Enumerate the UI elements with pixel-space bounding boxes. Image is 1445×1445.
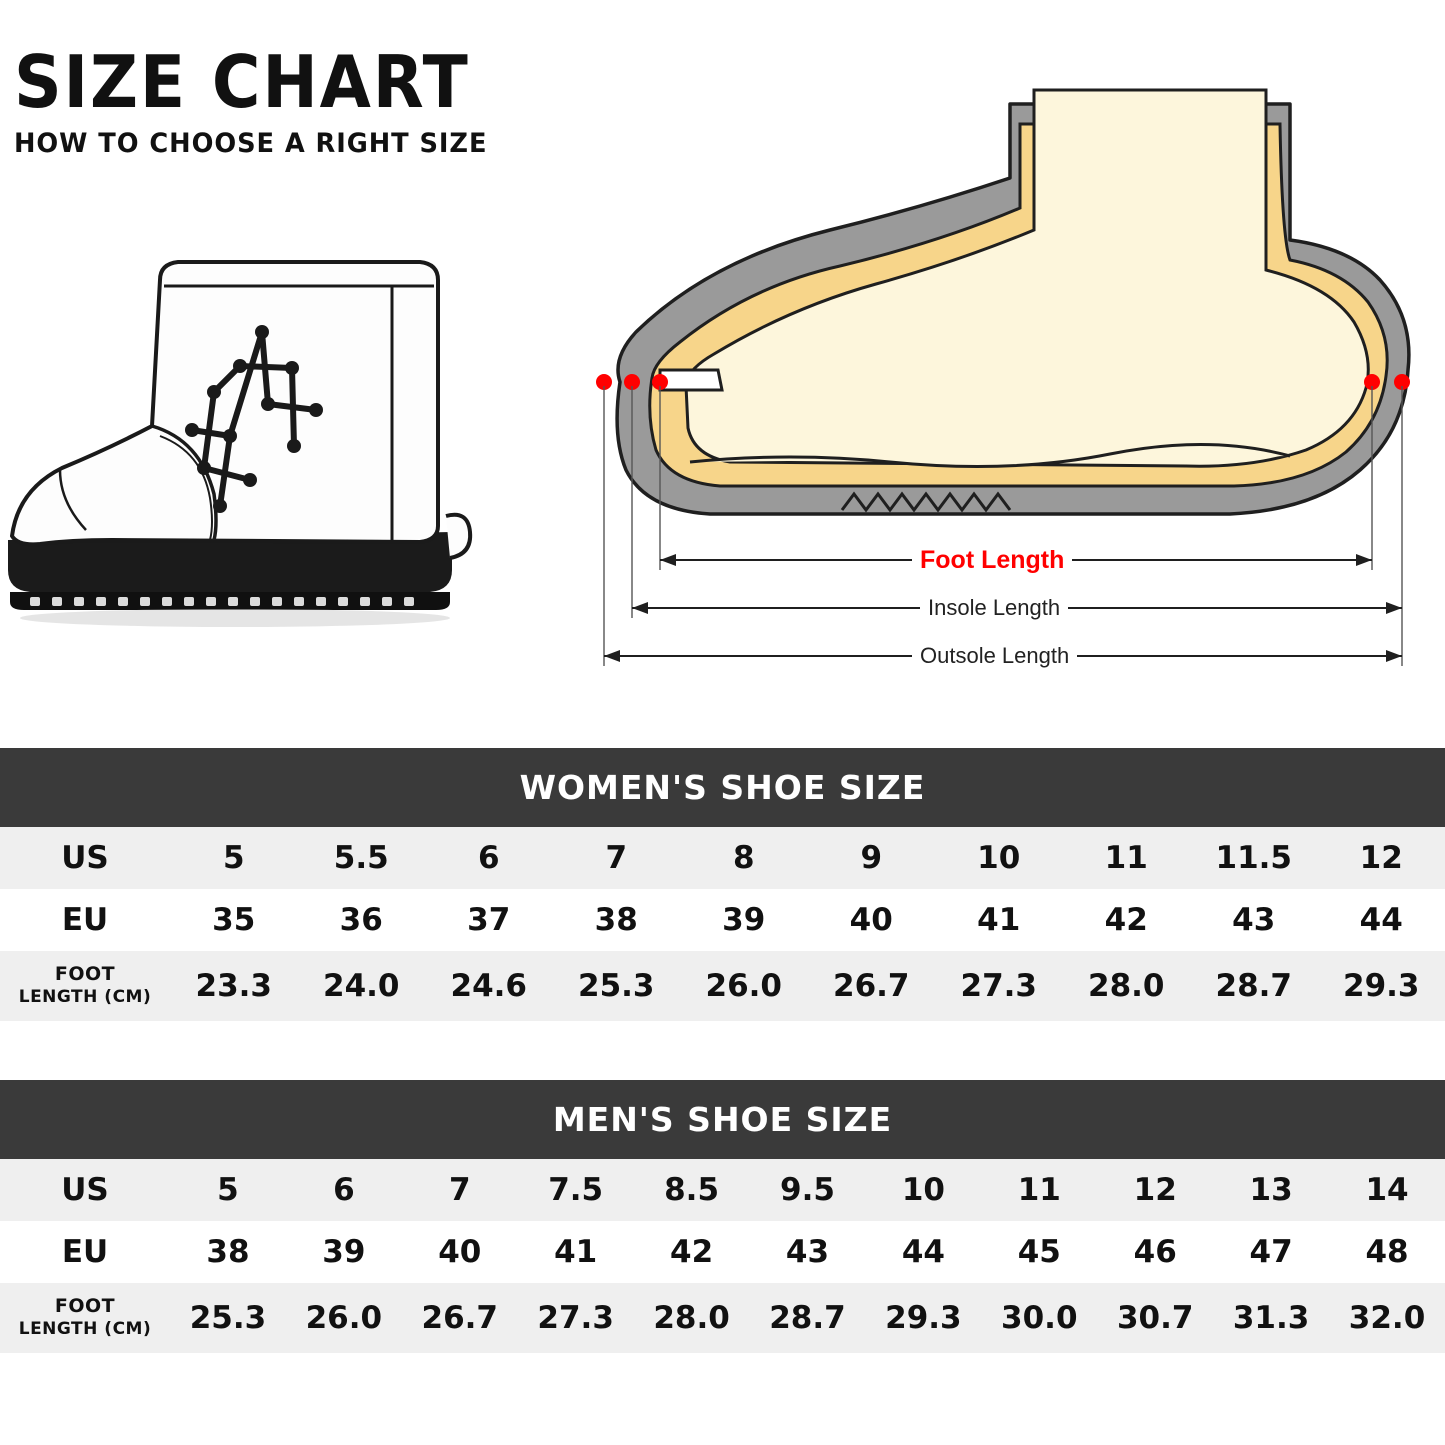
- womens-table-title: WOMEN'S SHOE SIZE: [0, 748, 1445, 827]
- cell: 44: [865, 1221, 981, 1283]
- cell: 41: [935, 889, 1063, 951]
- cell: 9: [808, 827, 936, 889]
- row-label-foot-length: [0, 1283, 170, 1353]
- row-label-line1: FOOT: [54, 1295, 116, 1317]
- cell: 47: [1213, 1221, 1329, 1283]
- cell: 36: [298, 889, 426, 951]
- cell: 38: [553, 889, 681, 951]
- cell: 7: [553, 827, 681, 889]
- cell: 13: [1213, 1159, 1329, 1221]
- cell: 42: [1063, 889, 1191, 951]
- cell: 28.0: [634, 1283, 750, 1353]
- cell: 14: [1329, 1159, 1445, 1221]
- cell: 5: [170, 1159, 286, 1221]
- cell: 26.7: [402, 1283, 518, 1353]
- mens-table-title: MEN'S SHOE SIZE: [0, 1080, 1445, 1159]
- cell: 24.0: [298, 951, 426, 1021]
- cell: 37: [425, 889, 553, 951]
- cell: 41: [518, 1221, 634, 1283]
- page-header: [14, 40, 512, 160]
- cell: 46: [1097, 1221, 1213, 1283]
- table-row: [0, 951, 1445, 1021]
- cell: 6: [425, 827, 553, 889]
- page-title: SIZE CHART: [14, 40, 470, 124]
- cell: 43: [1190, 889, 1318, 951]
- cell: 30.0: [981, 1283, 1097, 1353]
- cell: 28.7: [750, 1283, 866, 1353]
- cell: 11.5: [1190, 827, 1318, 889]
- cell: 39: [680, 889, 808, 951]
- outsole-length-label: Outsole Length: [912, 643, 1077, 669]
- insole-length-label: Insole Length: [920, 595, 1068, 621]
- cell: 32.0: [1329, 1283, 1445, 1353]
- cell: 31.3: [1213, 1283, 1329, 1353]
- cell: 11: [1063, 827, 1191, 889]
- cell: 25.3: [553, 951, 681, 1021]
- cell: 12: [1097, 1159, 1213, 1221]
- cell: 7: [402, 1159, 518, 1221]
- row-label-foot-length: [0, 951, 170, 1021]
- row-label-eu: EU: [0, 1221, 170, 1283]
- foot-measurement-diagram: [590, 70, 1440, 690]
- cell: 27.3: [518, 1283, 634, 1353]
- mens-size-table: [0, 1080, 1445, 1353]
- row-label-eu: EU: [0, 889, 170, 951]
- cell: 42: [634, 1221, 750, 1283]
- cell: 38: [170, 1221, 286, 1283]
- cell: 28.7: [1190, 951, 1318, 1021]
- cell: 28.0: [1063, 951, 1191, 1021]
- cell: 26.0: [286, 1283, 402, 1353]
- cell: 23.3: [170, 951, 298, 1021]
- cell: 12: [1318, 827, 1445, 889]
- boot-product-image: [0, 240, 520, 640]
- cell: 26.0: [680, 951, 808, 1021]
- cell: 25.3: [170, 1283, 286, 1353]
- cell: 40: [402, 1221, 518, 1283]
- cell: 45: [981, 1221, 1097, 1283]
- row-label-line2: LENGTH (CM): [18, 986, 152, 1007]
- cell: 8.5: [634, 1159, 750, 1221]
- table-row: [0, 827, 1445, 889]
- row-label-line2: LENGTH (CM): [18, 1318, 152, 1339]
- cell: 40: [808, 889, 936, 951]
- cell: 8: [680, 827, 808, 889]
- cell: 44: [1318, 889, 1445, 951]
- row-label-us: US: [0, 827, 170, 889]
- cell: 39: [286, 1221, 402, 1283]
- cell: 27.3: [935, 951, 1063, 1021]
- cell: 10: [865, 1159, 981, 1221]
- cell: 30.7: [1097, 1283, 1213, 1353]
- cell: 29.3: [865, 1283, 981, 1353]
- cell: 24.6: [425, 951, 553, 1021]
- page-subtitle: HOW TO CHOOSE A RIGHT SIZE: [14, 128, 488, 160]
- cell: 6: [286, 1159, 402, 1221]
- cell: 35: [170, 889, 298, 951]
- foot-length-label: Foot Length: [912, 546, 1072, 575]
- cell: 26.7: [808, 951, 936, 1021]
- cell: 10: [935, 827, 1063, 889]
- cell: 48: [1329, 1221, 1445, 1283]
- cell: 7.5: [518, 1159, 634, 1221]
- cell: 5: [170, 827, 298, 889]
- cell: 43: [750, 1221, 866, 1283]
- row-label-us: US: [0, 1159, 170, 1221]
- cell: 5.5: [298, 827, 426, 889]
- cell: 9.5: [750, 1159, 866, 1221]
- cell: 29.3: [1318, 951, 1445, 1021]
- table-row: [0, 889, 1445, 951]
- table-row: [0, 1283, 1445, 1353]
- womens-size-table: [0, 748, 1445, 1021]
- cell: 11: [981, 1159, 1097, 1221]
- row-label-line1: FOOT: [54, 963, 116, 985]
- table-row: [0, 1221, 1445, 1283]
- table-row: [0, 1159, 1445, 1221]
